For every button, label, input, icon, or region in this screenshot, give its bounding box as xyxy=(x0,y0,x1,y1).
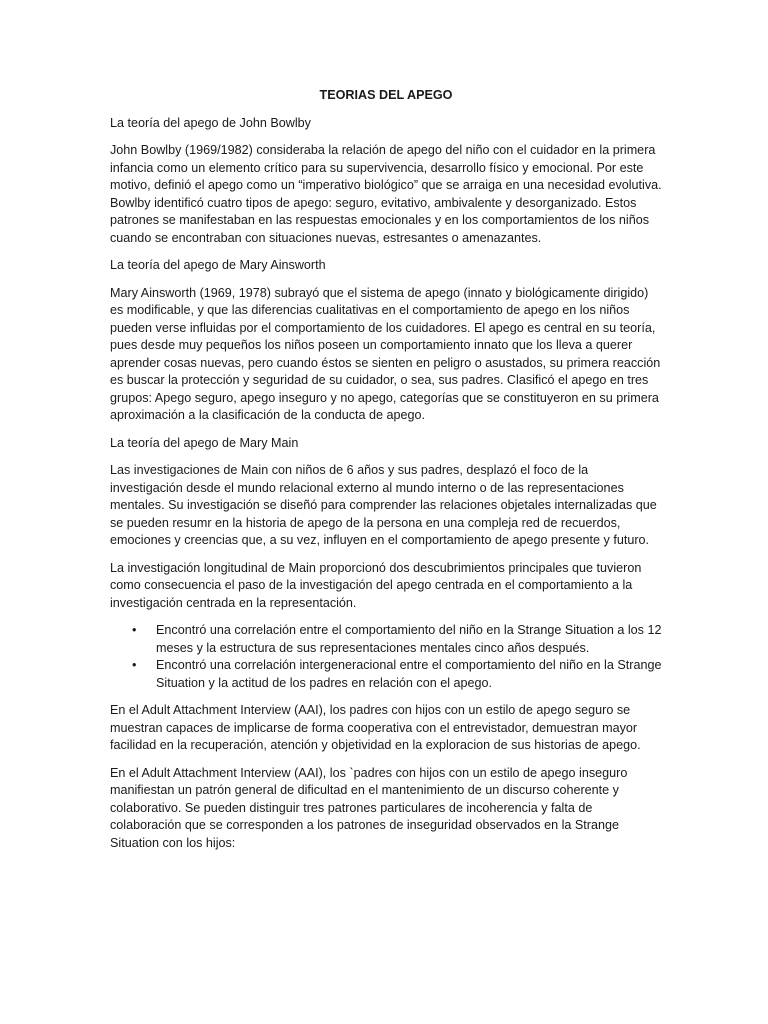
paragraph-main-2: La investigación longitudinal de Main proporcionó dos descubrimientos principales que tuvieron como consecuencia el paso de la investigación del apego centrada en el comportamiento a la investigación centrada en la representación. xyxy=(110,560,642,610)
list-item xyxy=(110,657,662,692)
findings-list xyxy=(110,622,662,692)
section-heading-bowlby: La teoría del apego de John Bowlby xyxy=(110,115,311,130)
paragraph-bowlby: John Bowlby (1969/1982) consideraba la relación de apego del niño con el cuidador en la primera infancia como un elemento crítico para su supervivencia, desarrollo físico y emocional. Por este motivo, definió el apego como un “imperativo biológico” que se arraiga en una necesidad evolutiva. Bowlby identificó cuatro tipos de apego: seguro, evitativo, ambivalente y desorganizado. Estos patrones se manifestaban en las respuestas emocionales y en los comportamientos de los niños cuando se encontraban con situaciones nuevas, estresantes o amenazantes. xyxy=(110,143,662,245)
document-title: TEORIAS DEL APEGO xyxy=(319,88,453,102)
paragraph-aai-insecure: En el Adult Attachment Interview (AAI), los `padres con hijos con un estilo de apego inseguro manifiestan un patrón general de dificultad en el mantenimiento de un discurso coherente y colaborativo. Se pueden distinguir tres patrones particulares de incoherencia y falta de colaboración que se corresponden a los patrones de inseguridad observados en la Strange Situation con los hijos: xyxy=(110,765,628,850)
list-item-text: Encontró una correlación entre el comportamiento del niño en la Strange Situation a los 12 meses y la estructura de sus representaciones mentales cinco años después. xyxy=(156,623,662,655)
paragraph-main-1: Las investigaciones de Main con niños de 6 años y sus padres, desplazó el foco de la investigación desde el mundo relacional externo al mundo interno o de las representaciones mentales. Su investigación se diseñó para comprender las relaciones objetales internalizadas que se pueden resumr en la historia de apego de la persona en una compleja red de recuerdos, emociones y creencias que, a su vez, influyen en el comportamiento de apego presente y futuro. xyxy=(110,463,657,547)
document-content xyxy=(110,87,662,862)
paragraph-aai-secure: En el Adult Attachment Interview (AAI), los padres con hijos con un estilo de apego seguro se muestran capaces de implicarse de forma cooperativa con el entrevistador, demuestran mayor facilidad en la recuperación, atención y objetividad en la exploracion de sus historias de apego. xyxy=(110,703,641,752)
list-item-text: Encontró una correlación intergeneracional entre el comportamiento del niño en la Strange Situation y la actitud de los padres en relación con el apego. xyxy=(156,658,662,690)
bullet-icon: • xyxy=(132,658,137,672)
section-heading-main: La teoría del apego de Mary Main xyxy=(110,435,299,450)
paragraph-ainsworth: Mary Ainsworth (1969, 1978) subrayó que el sistema de apego (innato y biológicamente dirigido) es modificable, y que las diferencias cualitativas en el comportamiento de apego en los niños pueden verse influidas por el comportamiento de los cuidadores. El apego es central en su teoría, pues desde muy pequeños los niños poseen un comportamiento innato que los lleva a querer aprender cosas nuevas, pero cuando éstos se sienten en peligro o asustados, su primera reacción es buscar la protección y seguridad de su cuidador, o sea, sus padres. Clasificó el apego en tres grupos: Apego seguro, apego inseguro y no apego, categorías que se constituyeron en su primera aproximación a la clasificación de la conducta de apego. xyxy=(110,285,661,422)
list-item xyxy=(110,622,662,657)
section-heading-ainsworth: La teoría del apego de Mary Ainsworth xyxy=(110,258,326,272)
bullet-icon: • xyxy=(132,623,137,637)
